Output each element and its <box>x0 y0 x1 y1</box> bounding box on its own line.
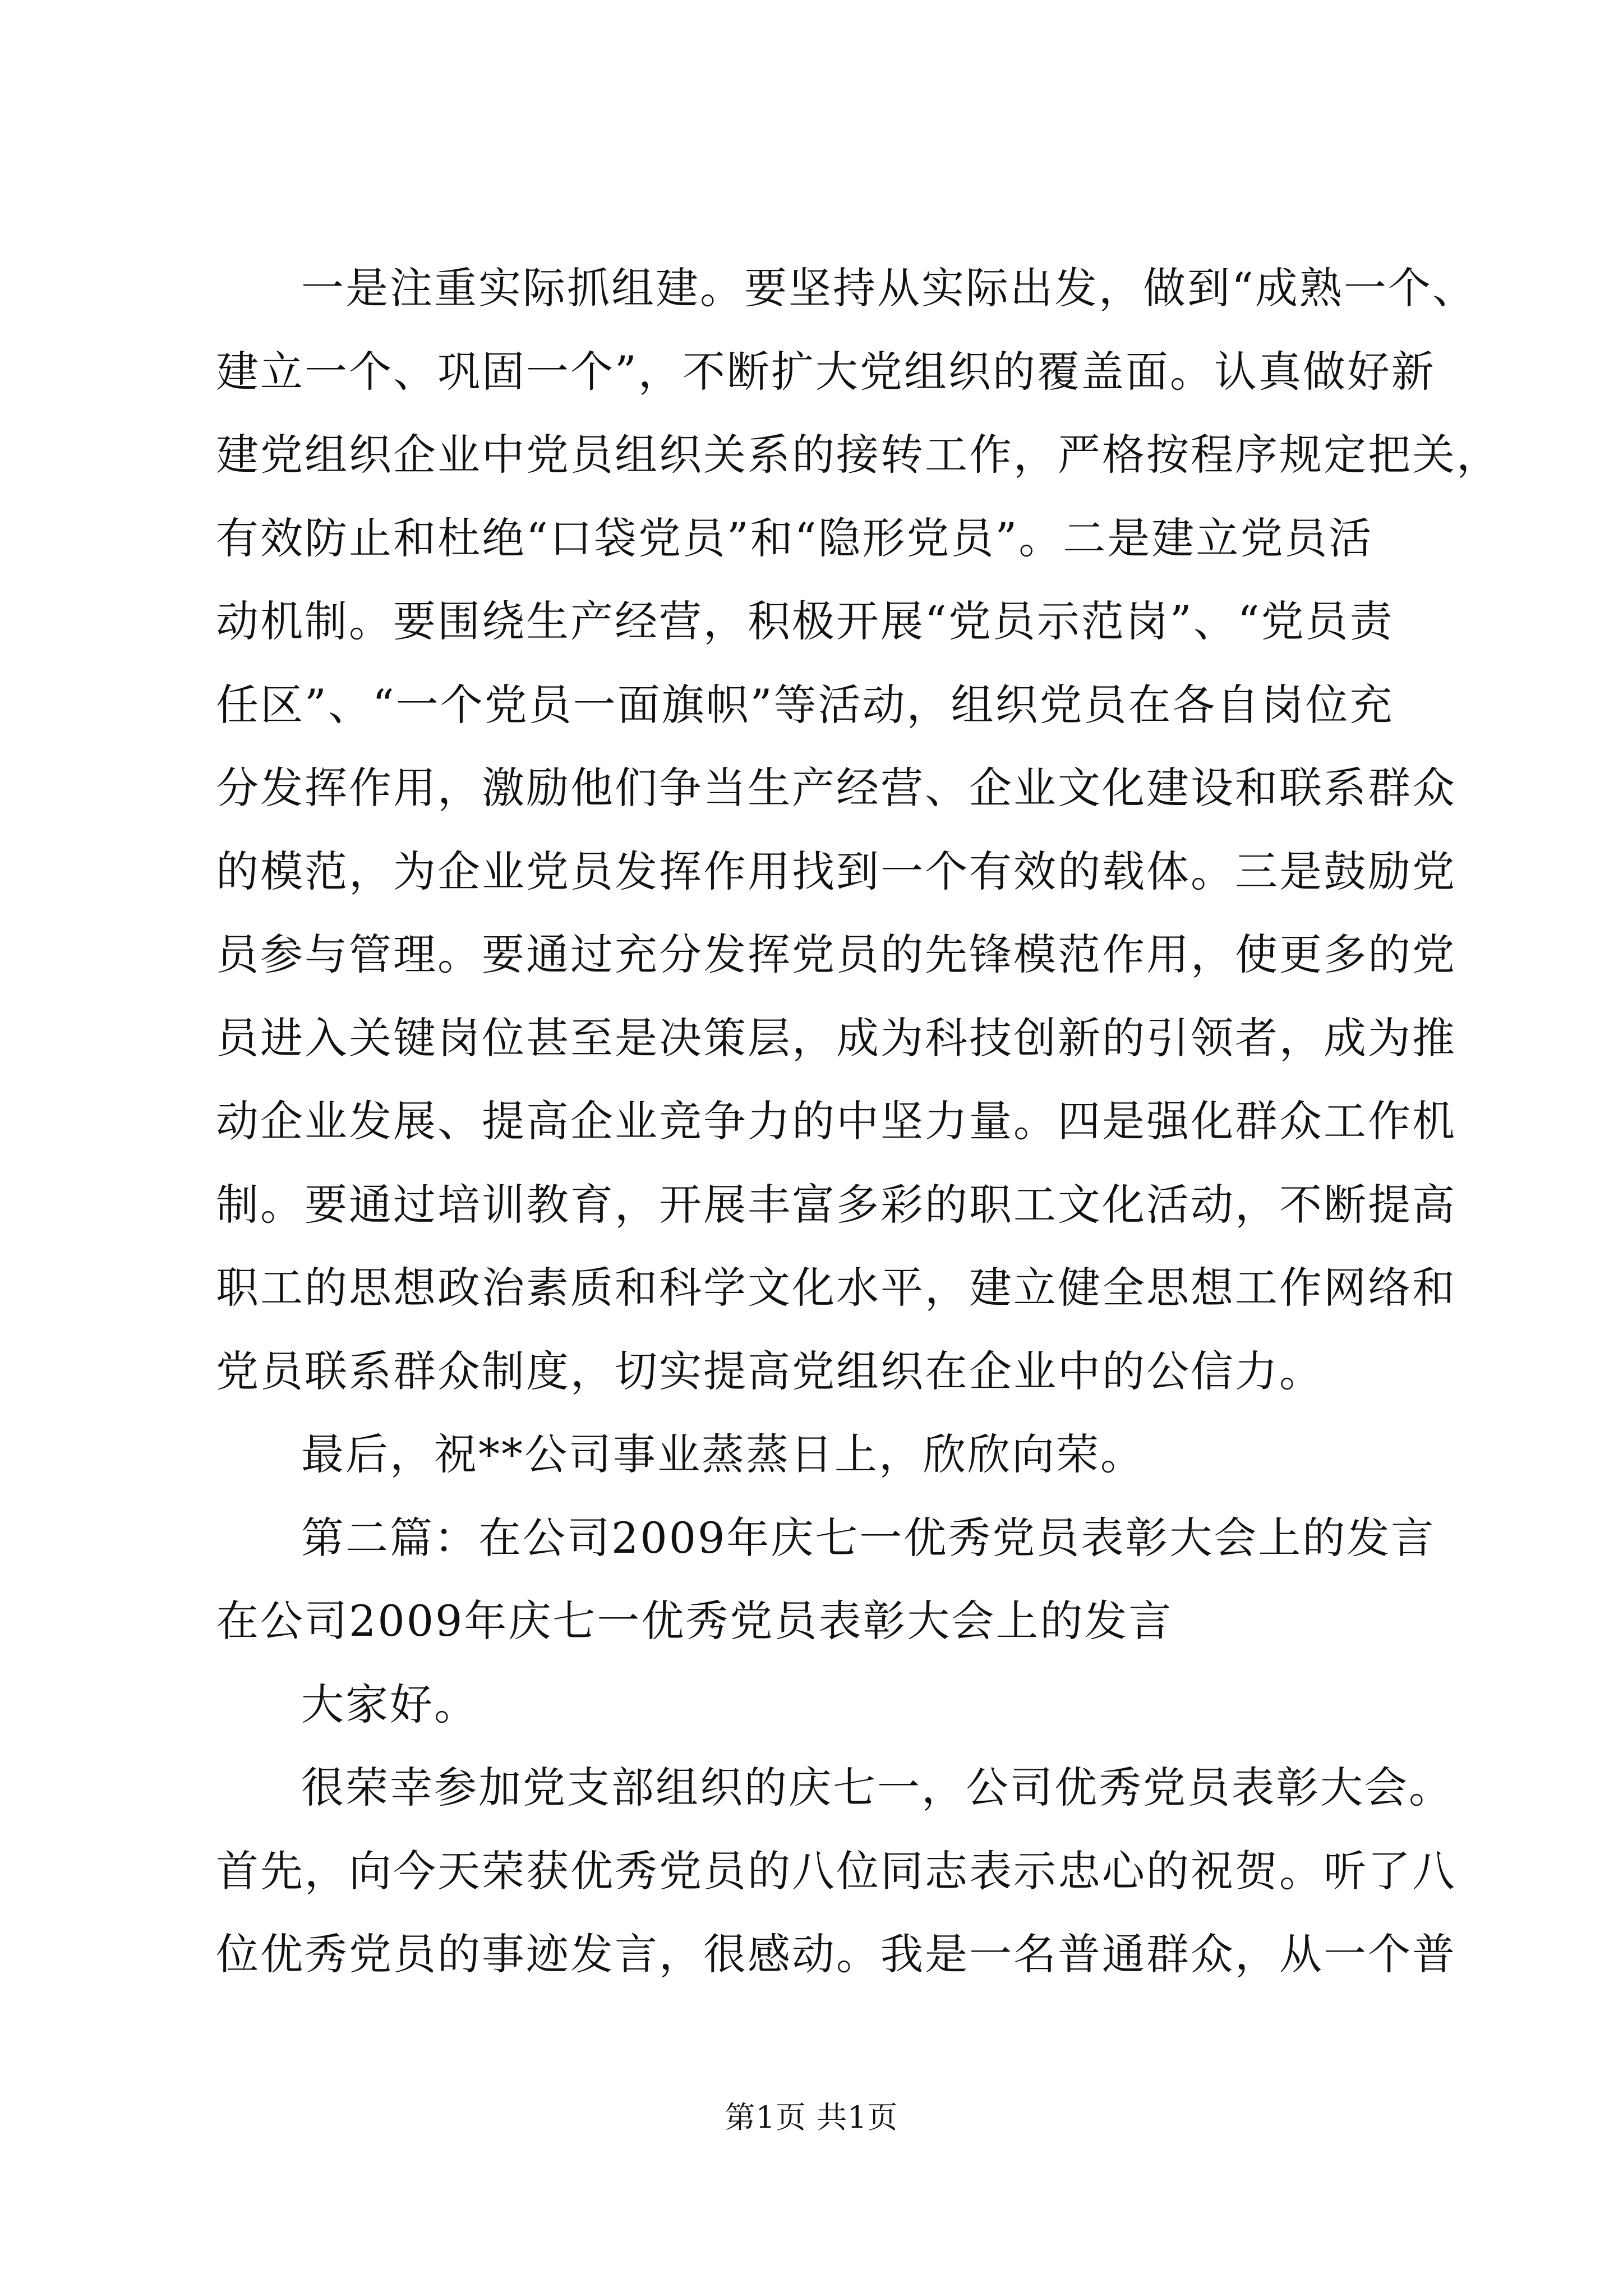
closing-line: 最后，祝**公司事业蒸蒸日上，欣欣向荣。 <box>301 1429 1145 1479</box>
page-footer: 第1页 共1页 <box>725 2100 898 2135</box>
paragraph-line: 员进入关键岗位甚至是决策层，成为科技创新的引领者，成为推 <box>216 1013 1456 1063</box>
section-heading: 第二篇：在公司2009年庆七一优秀党员表彰大会上的发言 <box>301 1512 1436 1563</box>
document-body <box>216 247 1501 1996</box>
greeting-line: 大家好。 <box>301 1679 478 1729</box>
paragraph-line: 员参与管理。要通过充分发挥党员的先锋模范作用，使更多的党 <box>216 930 1456 979</box>
section-title: 在公司2009年庆七一优秀党员表彰大会上的发言 <box>216 1596 1173 1646</box>
paragraph-line: 首先，向今天荣获优秀党员的八位同志表示忠心的祝贺。听了八 <box>216 1846 1456 1896</box>
paragraph-line: 建立一个、巩固一个”，不断扩大党组织的覆盖面。认真做好新 <box>216 346 1436 397</box>
paragraph-line: 一是注重实际抓组建。要坚持从实际出发，做到“成熟一个、 <box>301 263 1477 313</box>
paragraph-line: 的模范，为企业党员发挥作用找到一个有效的载体。三是鼓励党 <box>216 846 1456 896</box>
paragraph-line: 很荣幸参加党支部组织的庆七一，公司优秀党员表彰大会。 <box>301 1763 1453 1812</box>
paragraph-line: 任区”、“一个党员一面旗帜”等活动，组织党员在各自岗位充 <box>216 679 1394 730</box>
paragraph-line: 制。要通过培训教育，开展丰富多彩的职工文化活动，不断提高 <box>216 1179 1456 1230</box>
paragraph-line: 党员联系群众制度，切实提高党组织在企业中的公信力。 <box>216 1346 1324 1396</box>
paragraph-line: 职工的思想政治素质和科学文化水平，建立健全思想工作网络和 <box>216 1263 1456 1313</box>
paragraph-line: 位优秀党员的事迹发言，很感动。我是一名普通群众，从一个普 <box>216 1929 1456 1979</box>
paragraph-line: 有效防止和杜绝“口袋党员”和“隐形党员”。二是建立党员活 <box>216 513 1373 563</box>
paragraph-line: 分发挥作用，激励他们争当生产经营、企业文化建设和联系群众 <box>216 763 1456 813</box>
paragraph-line: 动机制。要围绕生产经营，积极开展“党员示范岗”、“党员责 <box>216 596 1394 646</box>
paragraph-line: 建党组织企业中党员组织关系的接转工作，严格按程序规定把关， <box>216 430 1501 480</box>
paragraph-line: 动企业发展、提高企业竞争力的中坚力量。四是强化群众工作机 <box>216 1096 1456 1146</box>
